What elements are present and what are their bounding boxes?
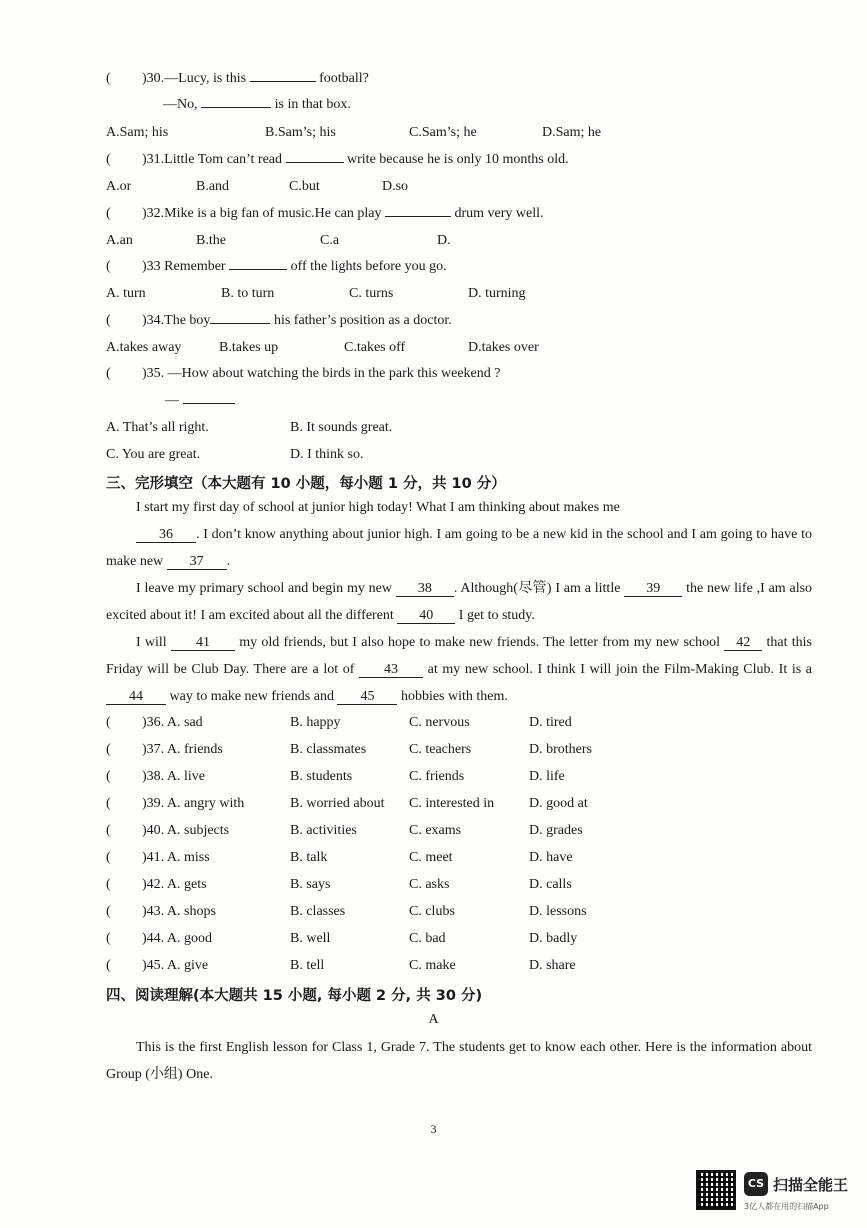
paren: ( bbox=[106, 877, 111, 892]
paren: ( bbox=[106, 958, 111, 973]
option-b: B. to turn bbox=[221, 286, 275, 301]
option-c: C. teachers bbox=[409, 742, 472, 757]
question-31: ( )31.Little Tom can’t read write because he is only 10 months old. bbox=[106, 152, 569, 167]
option-b: B.Sam’s; his bbox=[265, 125, 336, 140]
option-a: A.or bbox=[106, 179, 132, 194]
section-heading: 四、阅读理解(本大题共 15 小题, 每小题 2 分, 共 30 分) bbox=[106, 988, 483, 1004]
question-35-reply: — bbox=[165, 392, 235, 410]
option-a: )38. A. live bbox=[142, 769, 205, 784]
option-c: C. bad bbox=[409, 931, 446, 946]
option-c: C. make bbox=[409, 958, 456, 973]
option-d: D. calls bbox=[529, 877, 572, 892]
option-b: B. says bbox=[290, 877, 331, 892]
paren: ( bbox=[106, 742, 111, 757]
blank-42: 42 bbox=[724, 635, 762, 651]
answer-blank bbox=[229, 269, 287, 270]
blank-36: 36 bbox=[136, 527, 196, 543]
option-b: B. It sounds great. bbox=[290, 420, 393, 435]
blank-37: 37 bbox=[167, 554, 227, 570]
question-30: ( )30.—Lucy, is this football? bbox=[106, 71, 369, 86]
option-b: B. talk bbox=[290, 850, 328, 865]
option-c: C. interested in bbox=[409, 796, 495, 811]
question-34: ( )34.The boy his father’s position as a doctor. bbox=[106, 313, 452, 328]
paren: ( bbox=[106, 823, 111, 838]
cloze-passage: I start my first day of school at junior high today! What I am thinking about makes me 36 . I don’t know anything about junior high. I am going to be a new kid in the school and I am going to have to make new 37 . I leave my primary school and begin my new 38 . Although(尽管) I am a little 39 the new life ,I am also excited about it! I am excited about all the different 40 I get to study. I will 41 my old friends, but I also hope to make new friends. The letter from my new school 42 that this Friday will be Club Day. There are a lot of 43 at my new school. I think I will join the Film-Making Club. It is a 44 way to make new friends and 45 hobbies with them. bbox=[106, 500, 813, 704]
reading-intro: This is the first English lesson for Class 1, Grade 7. The students get to know each other. Here is the information about Group (小组) One. bbox=[106, 1040, 812, 1082]
option-d: D. life bbox=[529, 769, 565, 784]
option-d: D. have bbox=[529, 850, 573, 865]
option-c: C. friends bbox=[409, 769, 465, 784]
option-a: )40. A. subjects bbox=[142, 823, 230, 838]
option-b: B. classmates bbox=[290, 742, 367, 757]
scanner-tagline: 3亿人都在用的扫描App bbox=[744, 1202, 829, 1211]
option-b: B. happy bbox=[290, 715, 341, 730]
option-d: D. tired bbox=[529, 715, 572, 730]
blank-44: 44 bbox=[106, 689, 166, 705]
option-a: )37. A. friends bbox=[142, 742, 223, 757]
blank-45: 45 bbox=[337, 689, 397, 705]
option-c: C.Sam’s; he bbox=[409, 125, 477, 140]
part-label: A bbox=[428, 1012, 439, 1027]
option-d: D. share bbox=[529, 958, 576, 973]
option-a: )45. A. give bbox=[142, 958, 209, 973]
option-c: C. You are great. bbox=[106, 447, 201, 462]
option-b: B.the bbox=[196, 233, 226, 248]
option-d: D. grades bbox=[529, 823, 583, 838]
blank-40: 40 bbox=[397, 608, 455, 624]
option-d: D. brothers bbox=[529, 742, 592, 757]
option-c: C. nervous bbox=[409, 715, 470, 730]
option-b: B. students bbox=[290, 769, 353, 784]
option-a: )44. A. good bbox=[142, 931, 212, 946]
option-a: A.takes away bbox=[106, 340, 182, 355]
option-a: A. That’s all right. bbox=[106, 420, 209, 435]
question-30-reply: —No, is in that box. bbox=[163, 97, 351, 112]
answer-blank bbox=[210, 323, 270, 324]
option-d: D. badly bbox=[529, 931, 578, 946]
option-c: C. turns bbox=[349, 286, 394, 301]
option-b: B. activities bbox=[290, 823, 357, 838]
answer-blank bbox=[183, 403, 235, 404]
paren: ( bbox=[106, 850, 111, 865]
section-heading: 三、完形填空（本大题有 10 小题，每小题 1 分，共 10 分） bbox=[106, 476, 506, 492]
option-d: D.takes over bbox=[468, 340, 539, 355]
question-33: ( )33 Remember off the lights before you go. bbox=[106, 259, 447, 274]
qr-code-icon bbox=[696, 1170, 736, 1210]
option-d: D.so bbox=[382, 179, 409, 194]
paren: ( bbox=[106, 904, 111, 919]
option-d: D. good at bbox=[529, 796, 588, 811]
option-a: A.an bbox=[106, 233, 133, 248]
option-b: B. well bbox=[290, 931, 331, 946]
option-a: )43. A. shops bbox=[142, 904, 216, 919]
question-32: ( )32.Mike is a big fan of music.He can play drum very well. bbox=[106, 206, 544, 221]
option-d: D. bbox=[437, 233, 451, 248]
option-d: D.Sam; he bbox=[542, 125, 602, 140]
option-c: C. exams bbox=[409, 823, 462, 838]
option-d: D. lessons bbox=[529, 904, 587, 919]
option-b: B. worried about bbox=[290, 796, 385, 811]
option-c: C. clubs bbox=[409, 904, 455, 919]
blank-41: 41 bbox=[171, 635, 235, 651]
option-a: )36. A. sad bbox=[142, 715, 203, 730]
option-d: D. I think so. bbox=[290, 447, 364, 462]
blank-39: 39 bbox=[624, 581, 682, 597]
paren: ( bbox=[106, 715, 111, 730]
blank-43: 43 bbox=[359, 662, 423, 678]
option-d: D. turning bbox=[468, 286, 526, 301]
option-b: B. classes bbox=[290, 904, 346, 919]
paren: ( bbox=[106, 931, 111, 946]
option-c: C. meet bbox=[409, 850, 453, 865]
option-c: C. asks bbox=[409, 877, 450, 892]
option-c: C.takes off bbox=[344, 340, 406, 355]
option-a: )39. A. angry with bbox=[142, 796, 245, 811]
paren: ( bbox=[106, 796, 111, 811]
option-a: )42. A. gets bbox=[142, 877, 207, 892]
option-b: B.takes up bbox=[219, 340, 279, 355]
option-a: A.Sam; his bbox=[106, 125, 169, 140]
answer-blank bbox=[286, 162, 344, 163]
scanner-app-name: 扫描全能王 bbox=[773, 1176, 849, 1194]
camscanner-logo: CS bbox=[744, 1172, 768, 1196]
option-a: )41. A. miss bbox=[142, 850, 210, 865]
question-35: ( )35. —How about watching the birds in the park this weekend ? bbox=[106, 366, 501, 381]
option-a: A. turn bbox=[106, 286, 146, 301]
paren: ( bbox=[106, 769, 111, 784]
answer-blank bbox=[250, 81, 316, 82]
option-b: B.and bbox=[196, 179, 230, 194]
answer-blank bbox=[201, 107, 271, 108]
option-b: B. tell bbox=[290, 958, 325, 973]
blank-38: 38 bbox=[396, 581, 454, 597]
option-c: C.but bbox=[289, 179, 320, 194]
page-number: 3 bbox=[430, 1122, 437, 1136]
answer-blank bbox=[385, 216, 451, 217]
option-c: C.a bbox=[320, 233, 340, 248]
